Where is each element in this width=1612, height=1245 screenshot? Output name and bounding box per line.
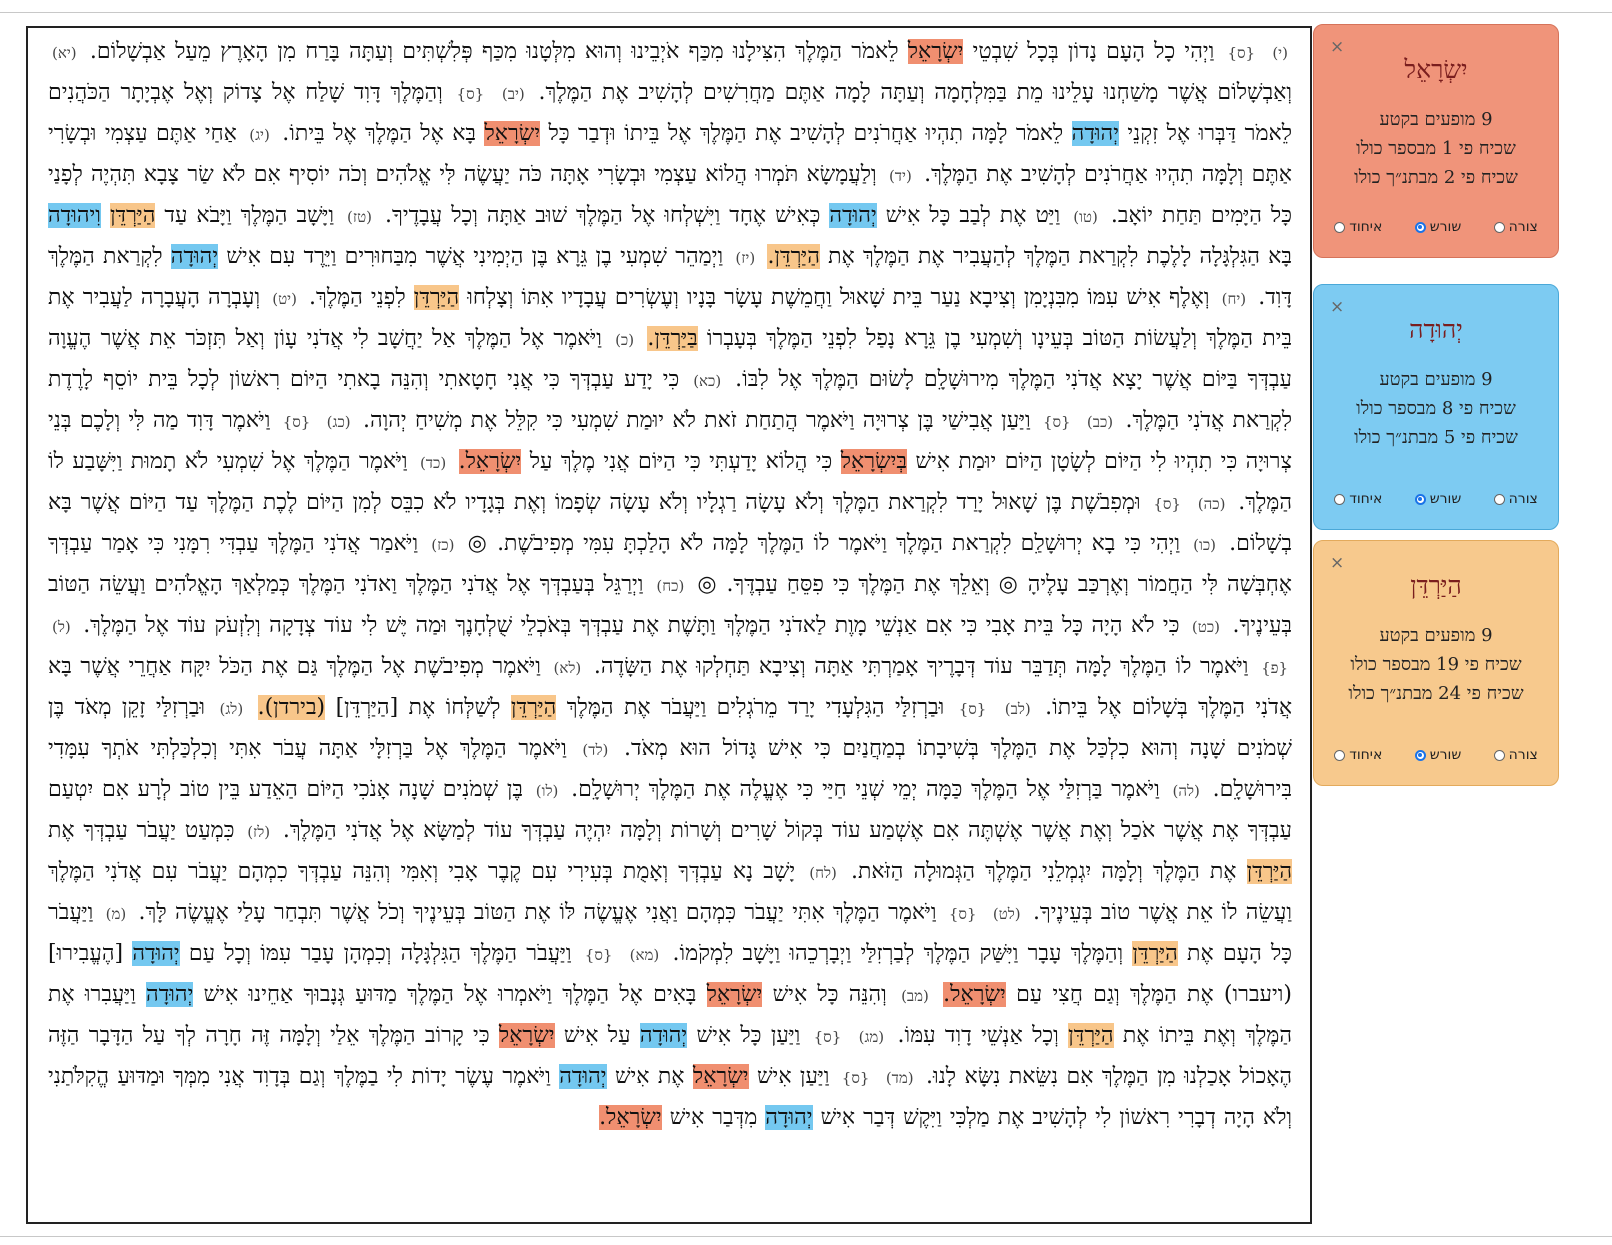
passage-segment: בָּא אֶל הַמֶּלֶךְ אֶל בֵּיתוֹ.	[282, 121, 477, 146]
passage-segment: וְעָבְרָה הָעֲבָרָה לַעֲבִיר אֶת בֵּית הַמֶּלֶךְ וְלַעֲשׂוֹת הַטּוֹב בְּעֵינָו וְשִׁמְעִי בֶן גֵּרָא נָפַל לִפְנֵי הַמֶּלֶךְ בְּעָבְרוֹ	[48, 285, 1292, 351]
passage-segment: וַיְרַגֵּל בְּעַבְדְּךָ אֶל אֲדֹנִי הַמֶּלֶךְ וַאדֹנִי הַמֶּלֶךְ כְּמַלְאַךְ הָאֱלֹהִים וַעֲשֵׂה הַטּוֹב בְּעֵינֶיךָ.	[48, 572, 1293, 638]
radio-label: שורש	[1429, 219, 1462, 235]
card-title: יְהוּדָה	[1409, 315, 1463, 344]
passage-segment: וַיֹּאמֶר הַמֶּלֶךְ אֶל שִׁמְעִי לֹא תָמוּת וַיִּשָּׁבַע לוֹ הַמֶּלֶךְ.	[48, 449, 1293, 515]
passage-segment: וַיֹּאמֶר עֶשֶׂר יָדוֹת לִי בַמֶּלֶךְ וְגַם בְּדָוִד אֲנִי מִמְּךָ וּמַדּוּעַ הֱקִלֹּתַנִי וְלֹא הָיָה דְבָרִי רִאשׁוֹן לִי לְהָשִׁיב אֶת מַלְכִּי וַיִּקֶשׁ דְּבַר אִישׁ	[48, 1064, 1292, 1130]
highlight-israel[interactable]: יִשְׂרָאֵל	[498, 1023, 555, 1048]
highlight-yehuda[interactable]: יְהוּדָה	[146, 982, 194, 1007]
verse-number: (לג)	[219, 700, 244, 718]
word-card-israel	[1313, 24, 1559, 258]
highlight-yehuda[interactable]: יְהוּדָה	[829, 203, 877, 228]
radio-button[interactable]	[1415, 750, 1426, 761]
section-marker: {ס}	[958, 700, 987, 718]
passage-segment: וּבַרְזִלַּי הַגִּלְעָדִי יָרַד מֵרֹגְלִים וַיַּעֲבֹר אֶת הַמֶּלֶךְ	[566, 695, 945, 720]
passage-segment: וַיֹּאמֶר אֶל הַמֶּלֶךְ אַל יַחֲשָׁב לִי אֲדֹנִי עָוֹן וְאַל תִּזְכֹּר אֵת אֲשֶׁר הֶעֱוָה עַבְדְּךָ בַּיּוֹם אֲשֶׁר יָצָא אֲדֹנִי הַמֶּלֶךְ מִירוּשָׁלִָם לָשׂוּם הַמֶּלֶךְ אֶל לִבּוֹ.	[48, 326, 1292, 392]
verse-number: (לט)	[992, 905, 1021, 923]
match-mode-option[interactable]	[1334, 747, 1382, 763]
stat-occurrences: 9 מופעים בקטע	[1379, 625, 1493, 646]
passage-segment: וַיַּעַן אִישׁ	[756, 1064, 830, 1089]
stat-rank-book: שכיח פי 19 מבספר כולו	[1350, 654, 1522, 675]
highlight-israel[interactable]: בְּיִשְׂרָאֵל	[840, 449, 907, 474]
highlight-yarden[interactable]: בַּיַּרְדֵּן.	[647, 326, 698, 351]
verse-number: (כא)	[693, 372, 722, 390]
verse-number: (כז)	[431, 536, 455, 554]
highlight-yarden[interactable]: הַיַּרְדֵּן	[109, 203, 156, 228]
verse-number: (טו)	[1073, 208, 1098, 226]
passage-segment: לִפְנֵי הַמֶּלֶךְ.	[309, 285, 406, 310]
passage-segment: וְהַמֶּלֶךְ דָּוִד שָׁלַח אֶל צָדוֹק וְאֶל אֶבְיָתָר הַכֹּהֲנִים לֵאמֹר דַּבְּרוּ אֶל זִקְנֵי	[48, 80, 1292, 146]
highlight-yehuda[interactable]: יְהוּדָה	[765, 1105, 813, 1130]
highlight-yehuda[interactable]: יְהוּדָה	[132, 941, 180, 966]
highlight-yarden[interactable]: הַיַּרְדֵּן	[510, 695, 557, 720]
passage-segment: כִּי הֲלוֹא יָדַעְתִּי כִּי הַיּוֹם אֲנִי מֶלֶךְ עַל	[529, 449, 833, 474]
verse-number: (יז)	[735, 249, 756, 267]
passage-segment: כִּי לֹא הָיָה כָּל בֵּית אָבִי כִּי אִם אַנְשֵׁי מָוֶת לַאדֹנִי הַמֶּלֶךְ וַתָּשֶׁת אֶת עַבְדְּךָ בְּאֹכְלֵי שֻׁלְחָנֶךָ וּמַה יֶּשׁ לִי עוֹד צְדָקָה וְלִזְעֹק עוֹד אֶל הַמֶּלֶךְ.	[83, 613, 1180, 638]
match-mode-radio-group	[1314, 747, 1558, 763]
stat-occurrences: 9 מופעים בקטע	[1379, 369, 1493, 390]
passage-segment: בָּאִים אֶל הַמֶּלֶךְ וַיֹּאמְרוּ אֶל הַמֶּלֶךְ מַדּוּעַ גְּנָבוּךָ אַחֵינוּ אִישׁ	[203, 982, 697, 1007]
highlight-israel[interactable]: יִשְׂרָאֵל	[706, 982, 763, 1007]
highlight-israel[interactable]: יִשְׂרָאֵל	[484, 121, 541, 146]
passage-segment: לֵאמֹר לָמָּה תִהְיוּ אַחֲרֹנִים לְהָשִׁיב אֶת הַמֶּלֶךְ אֶל בֵּיתוֹ וּדְבַר כָּל	[548, 121, 1064, 146]
verse-number: (יד)	[888, 167, 912, 185]
highlight-yarden[interactable]: הַיַּרְדֵּן	[1246, 859, 1293, 884]
passage-segment: וַיֹּאמֶר בַּרְזִלַּי אֶל הַמֶּלֶךְ כַּמָּה יְמֵי שְׁנֵי חַיַּי כִּי אֶעֱלֶה אֶת הַמֶּלֶךְ יְרוּשָׁלִָם.	[571, 777, 1160, 802]
passage-segment: וְאַבְשָׁלוֹם אֲשֶׁר מָשַׁחְנוּ עָלֵינוּ מֵת בַּמִּלְחָמָה וְעַתָּה לָמָה אַתֶּם מַחֲרִשִׁים לְהָשִׁיב אֶת הַמֶּלֶךְ.	[538, 80, 1292, 105]
passage-segment: עַל אִישׁ	[563, 1023, 631, 1048]
passage-segment: וְכָל אַנְשֵׁי דָוִד עִמּוֹ.	[897, 1023, 1059, 1048]
verse-number: (כג)	[326, 413, 351, 431]
highlight-yarden[interactable]: (בירדן).	[257, 695, 326, 720]
radio-button[interactable]	[1494, 750, 1505, 761]
passage-segment: וַיְהִי כָל הָעָם נָדוֹן בְּכָל שִׁבְטֵי	[972, 39, 1215, 64]
passage-panel	[26, 26, 1312, 1224]
verse-number: (יא)	[52, 44, 77, 62]
section-marker: {ס}	[948, 905, 977, 923]
close-icon[interactable]: ×	[1330, 37, 1345, 57]
card-stats	[1314, 105, 1558, 192]
match-mode-option[interactable]	[1494, 491, 1538, 507]
passage-segment: בֶּן שְׁמֹנִים שָׁנָה אָנֹכִי הַיּוֹם הַאֵדַע בֵּין טוֹב לְרָע אִם יִטְעַם עַבְדְּךָ אֶת אֲשֶׁר אֹכַל וְאֶת אֲשֶׁר אֶשְׁתֶּה אִם אֶשְׁמַע עוֹד בְּקוֹל שָׁרִים וְשָׁרוֹת וְלָמָּה יִהְיֶה עַבְדְּךָ עוֹד לְמַשָּׂא אֶל אֲדֹנִי הַמֶּלֶךְ.	[48, 777, 1293, 843]
verse-number: (לה)	[1172, 782, 1200, 800]
card-title: יִשְׂרָאֵל	[1404, 55, 1468, 84]
close-icon[interactable]: ×	[1330, 553, 1345, 573]
match-mode-option[interactable]	[1334, 219, 1382, 235]
radio-button[interactable]	[1415, 494, 1426, 505]
verse-number: (כ)	[615, 331, 635, 349]
close-icon[interactable]: ×	[1330, 297, 1345, 317]
card-stats	[1314, 621, 1558, 708]
stat-occurrences: 9 מופעים בקטע	[1379, 109, 1493, 130]
verse-number: (לב)	[1004, 700, 1031, 718]
passage-segment: וּמְפִבֹשֶׁת בֶּן שָׁאוּל יָרַד לִקְרַאת הַמֶּלֶךְ וְלֹא עָשָׂה רַגְלָיו וְלֹא עָשָׂה שְׂפָמוֹ וְאֶת בְּגָדָיו לֹא כִבֵּס לְמִן הַיּוֹם לֶכֶת הַמֶּלֶךְ עַד הַיּוֹם אֲשֶׁר בָּא בְשָׁלוֹם.	[48, 490, 1292, 556]
bottom-divider	[0, 1236, 1612, 1237]
passage-segment: אֶת אִישׁ	[614, 1064, 685, 1089]
card-title: הַיַּרְדֵּן	[1410, 571, 1462, 600]
passage-segment: וְהַמֶּלֶךְ עָבָר וַיִּשַּׁק הַמֶּלֶךְ לְבַרְזִלַּי וַיְבָרְכֵהוּ וַיָּשָׁב לִמְקֹמוֹ.	[672, 941, 1124, 966]
verse-number: (ל)	[52, 618, 71, 636]
passage-segment: וּבַרְזִלַּי זָקֵן מְאֹד בֶּן שְׁמֹנִים שָׁנָה וְהוּא כִלְכַּל אֶת הַמֶּלֶךְ בְּשִׁיבָתוֹ בְמַחֲנַיִם כִּי אִישׁ גָּדוֹל הוּא מְאֹד.	[48, 695, 1292, 761]
highlight-yehuda[interactable]: וִיהוּדָה	[48, 203, 101, 228]
passage-segment: לֵאמֹר הַמֶּלֶךְ הִצִּילָנוּ מִכַּף אֹיְבֵינוּ וְהוּא מִלְּטָנוּ מִכַּף פְּלִשְׁתִּים וְעַתָּה בָּרַח מִן הָאָרֶץ מֵעַל אַבְשָׁלוֹם.	[89, 39, 899, 64]
verse-number: (מד)	[885, 1069, 914, 1087]
match-mode-option[interactable]	[1494, 747, 1538, 763]
passage-segment: וַיֹּאמֶר מְפִיבֹשֶׁת אֶל הַמֶּלֶךְ גַּם אֶת הַכֹּל יִקָּח אַחֲרֵי אֲשֶׁר בָּא אֲדֹנִי הַמֶּלֶךְ בְּשָׁלוֹם אֶל בֵּיתוֹ.	[48, 654, 1293, 720]
card-stats	[1314, 365, 1558, 452]
verse-number: (לא)	[553, 659, 582, 677]
passage-segment: וְלַעֲמָשָׂא תֹּמְרוּ הֲלוֹא עַצְמִי וּבְשָׂרִי אָתָּה כֹּה יַעֲשֶׂה לִּי אֱלֹהִים וְכֹה יוֹסִיף אִם לֹא שַׂר צָבָא תִּהְיֶה לְפָנַי כָּל הַיָּמִים תַּחַת יוֹאָב.	[48, 162, 1292, 228]
highlight-israel[interactable]: יִשְׂרָאֵל	[907, 39, 964, 64]
stat-rank-tanakh: שכיח פי 2 מבתנ״ך כולו	[1354, 167, 1518, 188]
passage-segment: אֶת הַמֶּלֶךְ וְלָמָּה יִגְמְלֵנִי הַמֶּלֶךְ הַגְּמוּלָה הַזֹּאת.	[851, 859, 1237, 884]
section-marker: {ס}	[584, 946, 613, 964]
match-mode-option[interactable]	[1334, 491, 1382, 507]
highlight-yehuda[interactable]: יְהוּדָה	[559, 1064, 607, 1089]
passage-segment: וַיֹּאמֶר לוֹ הַמֶּלֶךְ לָמָּה תְּדַבֵּר עוֹד דְּבָרֶיךָ אָמַרְתִּי אַתָּה וְצִיבָא תַּחְלְקוּ אֶת הַשָּׂדֶה.	[593, 654, 1249, 679]
passage-segment: וַיַּעֲבֹר כָּל הָעָם אֶת	[48, 900, 1293, 966]
radio-label: שורש	[1429, 491, 1462, 507]
verse-number: (יג)	[249, 126, 270, 144]
top-divider	[0, 12, 1612, 13]
passage-segment: אַחַי אַתֶּם עַצְמִי וּבְשָׂרִי אַתֶּם וְלָמָּה תִהְיוּ אַחֲרֹנִים לְהָשִׁיב אֶת הַמֶּלֶךְ.	[48, 121, 1293, 187]
verse-number: (טז)	[347, 208, 372, 226]
verse-number: (כה)	[1197, 495, 1226, 513]
radio-label: שורש	[1429, 747, 1462, 763]
passage-segment: כִּמְעַט יַעֲבֹר עַבְדְּךָ אֶת	[48, 818, 235, 843]
verse-number: (לז)	[247, 823, 271, 841]
section-marker: {ס}	[282, 413, 311, 431]
verse-number: (מ)	[105, 905, 127, 923]
passage-segment: מִדְּבַר אִישׁ	[669, 1105, 758, 1130]
match-mode-option[interactable]	[1415, 491, 1462, 507]
passage-segment: בָּא הַגִּלְגָּלָה לָלֶכֶת לִקְרַאת הַמֶּלֶךְ לְהַעֲבִיר אֶת הַמֶּלֶךְ אֶת	[828, 244, 1292, 269]
highlight-yarden[interactable]: הַיַּרְדֵּן.	[767, 244, 820, 269]
passage-segment: יָשָׁב נָא עַבְדְּךָ וְאָמֻת בְּעִירִי עִם קֶבֶר אָבִי וְאִמִּי וְהִנֵּה עַבְדְּךָ כִמְהָם יַעֲבֹר עִם אֲדֹנִי הַמֶּלֶךְ וַעֲשֵׂה לוֹ אֵת אֲשֶׁר טוֹב בְּעֵינֶיךָ.	[48, 859, 1293, 925]
match-mode-option[interactable]	[1494, 219, 1538, 235]
verse-number: (יט)	[272, 290, 297, 308]
radio-button[interactable]	[1494, 494, 1505, 505]
passage-segment: כְּאִישׁ אֶחָד וַיִּשְׁלְחוּ אֶל הַמֶּלֶךְ שׁוּב אַתָּה וְכָל עֲבָדֶיךָ.	[385, 203, 821, 228]
passage-segment: לִקְרַאת הַמֶּלֶךְ דָּוִד.	[48, 244, 1293, 310]
verse-number: (יח)	[1221, 290, 1247, 308]
verse-number: (לד)	[582, 741, 609, 759]
match-mode-option[interactable]	[1415, 747, 1462, 763]
verse-number: (לח)	[809, 864, 837, 882]
radio-button[interactable]	[1494, 222, 1505, 233]
passage-segment: וַיַּעֲבִרוּ אֶת הַמֶּלֶךְ וְאֶת בֵּיתוֹ אֶת	[48, 982, 1292, 1048]
passage-segment: וְהִנֵּה כָּל אִישׁ	[772, 982, 887, 1007]
verse-number: (כד)	[419, 454, 447, 472]
passage-segment: וַיַּעַן כָּל אִישׁ	[696, 1023, 801, 1048]
radio-button[interactable]	[1415, 222, 1426, 233]
section-marker: {ס}	[1042, 413, 1071, 431]
radio-label: איחוד	[1349, 747, 1383, 763]
highlight-israel[interactable]: יִשְׂרָאֵל	[692, 1064, 749, 1089]
verse-number: (לו)	[535, 782, 559, 800]
passage-segment: וַיֹּאמַר אֲדֹנִי הַמֶּלֶךְ עַבְדִּי רִמָּנִי כִּי אָמַר עַבְדְּךָ אֶחְבְּשָׁה לִּי הַחֲמוֹר וְאֶרְכַּב עָלֶיהָ ◎ וְאֵלֵךְ אֶת הַמֶּלֶךְ כִּי פִסֵּחַ עַבְדֶּךָ. ◎	[48, 531, 1292, 597]
passage-segment: כִּי יָדַע עַבְדְּךָ כִּי אֲנִי חָטָאתִי וְהִנֵּה בָאתִי הַיּוֹם רִאשׁוֹן לְכָל בֵּית יוֹסֵף לָרֶדֶת לִקְרַאת אֲדֹנִי הַמֶּלֶךְ.	[48, 367, 1293, 433]
passage-segment: וַיֹּאמֶר הַמֶּלֶךְ אֶל בַּרְזִלָּי אַתָּה עֲבֹר אִתִּי וְכִלְכַּלְתִּי אֹתְךָ עִמָּדִי בִּירוּשָׁלִָם.	[48, 736, 1292, 802]
passage-segment: וַיְהִי כִּי בָא יְרוּשָׁלִַם לִקְרַאת הַמֶּלֶךְ וַיֹּאמֶר לוֹ הַמֶּלֶךְ לָמָּה לֹא הָלַכְתָּ עִמִּי מְפִיבֹשֶׁת. ◎	[467, 531, 1180, 556]
radio-label: צורה	[1508, 747, 1538, 763]
passage-segment: לְשַׁלְּחוֹ אֶת [הַיַּרְדֵּן]	[335, 695, 501, 720]
section-marker: {ס}	[841, 1069, 870, 1087]
stat-rank-tanakh: שכיח פי 5 מבתנ״ך כולו	[1354, 427, 1518, 448]
highlight-yarden[interactable]: הַיַּרְדֵּן	[1132, 941, 1178, 966]
passage-segment: וַיַּעֲבֹר הַמֶּלֶךְ הַגִּלְגָּלָה וְכִמְהָן עָבַר עִמּוֹ וְכָל עַם	[188, 941, 572, 966]
passage-segment: וַיָּשָׁב הַמֶּלֶךְ וַיָּבֹא עַד	[164, 203, 335, 228]
passage-segment: וַיְמַהֵר שִׁמְעִי בֶן גֵּרָא בֶּן הַיְמִינִי אֲשֶׁר מִבַּחוּרִים וַיֵּרֶד עִם אִישׁ	[226, 244, 724, 269]
passage-segment: וְאֶלֶף אִישׁ עִמּוֹ מִבִּנְיָמִן וְצִיבָא נַעַר בֵּית שָׁאוּל וַחֲמֵשֶׁת עָשָׂר בָּנָיו וְעֶשְׂרִים עֲבָדָיו אִתּוֹ וְצָלְחוּ	[467, 285, 1210, 310]
passage-segment: כִּי קָרוֹב הַמֶּלֶךְ אֵלַי וְלָמָּה זֶּה חָרָה לְךָ עַל הַדָּבָר הַזֶּה הֶאָכוֹל אָכַלְנוּ מִן הַמֶּלֶךְ אִם נִשֵּׂאת נִשָּׂא לָנוּ.	[48, 1023, 1293, 1089]
verse-number: (מא)	[629, 946, 660, 964]
verse-number: (כב)	[1086, 413, 1114, 431]
verse-number: (כח)	[656, 577, 685, 595]
verse-number: (כו)	[1193, 536, 1217, 554]
radio-button[interactable]	[1334, 750, 1345, 761]
verse-number: (מג)	[858, 1028, 885, 1046]
passage-segment: וַיַּעַן אֲבִישַׁי בֶּן צְרוּיָה וַיֹּאמֶר הֲתַחַת זֹאת לֹא יוּמַת שִׁמְעִי כִּי קִלֵּל אֶת מְשִׁיחַ יְהוָה.	[362, 408, 1031, 433]
highlight-israel[interactable]: יִשְׂרָאֵל.	[943, 982, 1006, 1007]
verse-number: (מב)	[901, 987, 929, 1005]
radio-label: איחוד	[1349, 491, 1383, 507]
section-marker: {פ}	[1261, 659, 1289, 677]
section-marker: {ס}	[813, 1028, 842, 1046]
radio-label: צורה	[1508, 491, 1538, 507]
radio-label: צורה	[1508, 219, 1538, 235]
radio-button[interactable]	[1334, 494, 1345, 505]
highlight-yarden[interactable]: הַיַּרְדֵּן	[413, 285, 460, 310]
highlight-yehuda[interactable]: יְהוּדָה	[639, 1023, 688, 1048]
passage-segment: [הֶעֱבִירוּ] (ויעברו) אֶת הַמֶּלֶךְ וְגַם חֲצִי עַם	[48, 941, 1292, 1007]
highlight-yarden[interactable]: הַיַּרְדֵּן	[1068, 1023, 1114, 1048]
match-mode-radio-group	[1314, 491, 1558, 507]
match-mode-radio-group	[1314, 219, 1558, 235]
highlight-yehuda[interactable]: יְהוּדָה	[1071, 121, 1119, 146]
verse-number: (כט)	[1191, 618, 1221, 636]
highlight-israel[interactable]: יִשְׂרָאֵל.	[458, 449, 522, 474]
section-marker: {ס}	[1227, 44, 1256, 62]
highlight-israel[interactable]: יִשְׂרָאֵל.	[599, 1105, 662, 1130]
stat-rank-book: שכיח פי 1 מבספר כולו	[1356, 138, 1516, 159]
section-marker: {ס}	[1153, 495, 1181, 513]
verse-number: (יב)	[501, 85, 525, 103]
stat-rank-tanakh: שכיח פי 24 מבתנ״ך כולו	[1348, 683, 1524, 704]
section-marker: {ס}	[456, 85, 485, 103]
radio-label: איחוד	[1349, 219, 1383, 235]
highlight-yehuda[interactable]: יְהוּדָה	[170, 244, 219, 269]
passage-segment: וַיַּט אֶת לְבַב כָּל אִישׁ	[885, 203, 1061, 228]
passage-segment: וַיֹּאמֶר הַמֶּלֶךְ אִתִּי יַעֲבֹר כִּמְהָם וַאֲנִי אֶעֱשֶׂה לּוֹ אֶת הַטּוֹב בְּעֵינֶיךָ וְכֹל אֲשֶׁר תִּבְחַר עָלַי אֶעֱשֶׂה לָּךְ.	[138, 900, 937, 925]
match-mode-option[interactable]	[1415, 219, 1462, 235]
verse-number: (י)	[1272, 44, 1288, 62]
passage-text	[28, 28, 1310, 1138]
stat-rank-book: שכיח פי 8 מבספר כולו	[1356, 398, 1516, 419]
word-card-yarden	[1313, 540, 1559, 786]
passage-segment: וַיֹּאמֶר דָּוִד מַה לִּי וְלָכֶם בְּנֵי צְרוּיָה כִּי תִהְיוּ לִי הַיּוֹם לְשָׂטָן הַיּוֹם יוּמַת אִישׁ	[48, 408, 1293, 474]
word-card-yehuda	[1313, 284, 1559, 530]
radio-button[interactable]	[1334, 222, 1345, 233]
